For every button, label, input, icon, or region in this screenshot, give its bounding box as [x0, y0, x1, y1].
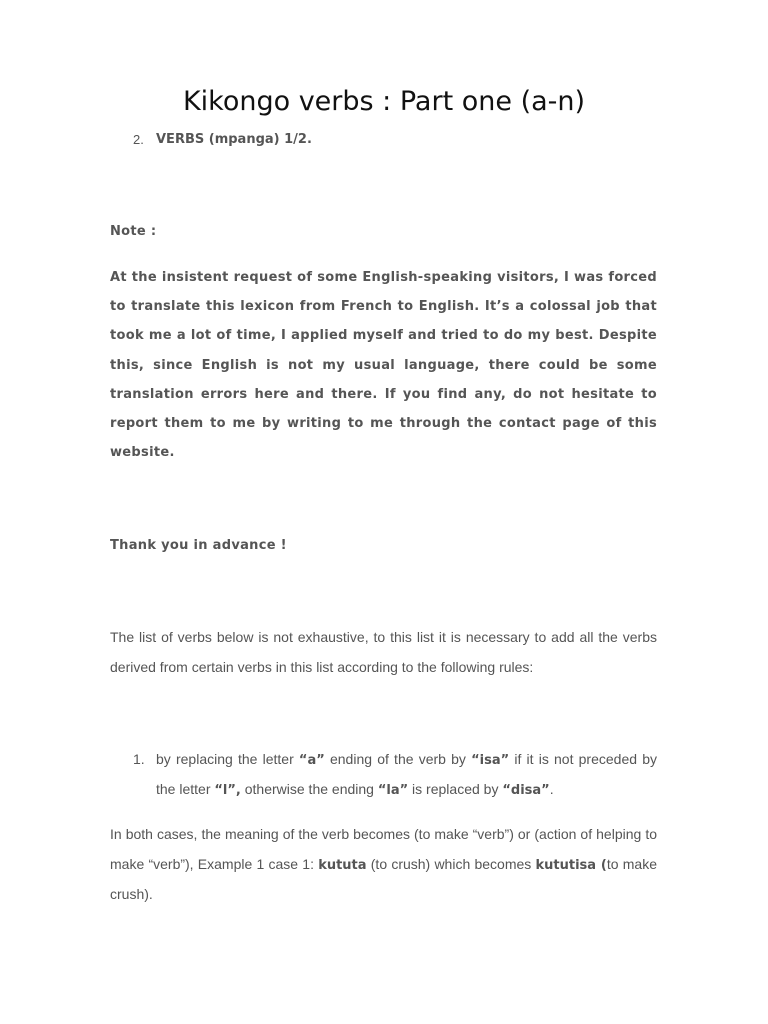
- note-paragraph: At the insistent request of some English-speaking visitors, I was forced to translate this lexicon from French to English. It’s a colossal job that took me a lot of time, I applied myself and tried to do my best. Despite this, since English is not my usual language, there could be some translation errors here and there. If you find any, do not hesitate to report them to me by writing to me through the contact page of this website.: [110, 270, 657, 461]
- rule-ending-disa: “disa”: [502, 783, 550, 798]
- rule-text-segment: if it is not preceded by the letter: [156, 751, 657, 797]
- rule-text-segment: otherwise the ending: [240, 781, 378, 797]
- rule-ending-la: “la”: [377, 783, 409, 798]
- rule-letter-l: “l”,: [214, 783, 241, 798]
- explanation-segment: (to crush) which becomes: [366, 855, 536, 872]
- rule-text-segment: ending of the verb by: [324, 751, 472, 767]
- explanation-segment: to make crush).: [110, 855, 657, 902]
- rule-ending-isa: “isa”: [471, 753, 510, 768]
- example-verb-kututisa: kututisa (: [535, 857, 607, 873]
- explanation-segment: In both cases, the meaning of the verb becomes (to make “verb”) or (action of helping to make “verb”), Example 1 case 1:: [110, 826, 657, 872]
- rule-letter-a: “a”: [298, 753, 325, 768]
- thanks-line: Thank you in advance !: [110, 538, 287, 553]
- section-heading-number: 2.: [133, 132, 144, 147]
- rule-text-segment: by replacing the letter: [156, 751, 299, 767]
- rule-text-segment: is replaced by: [408, 781, 503, 797]
- rule-text: [156, 745, 657, 805]
- document-title: Kikongo verbs : Part one (a-n): [182, 86, 586, 117]
- intro-paragraph: The list of verbs below is not exhaustive, to this list it is necessary to add all the verbs derived from certain verbs in this list according to the following rules:: [110, 629, 657, 675]
- note-label: Note :: [110, 224, 157, 239]
- section-heading-text: VERBS (mpanga) 1/2.: [156, 132, 312, 147]
- rule-number: 1.: [133, 751, 145, 767]
- rule-text-segment: .: [549, 781, 554, 797]
- explanation-paragraph: [110, 820, 657, 910]
- example-verb-kututa: kututa: [318, 857, 367, 873]
